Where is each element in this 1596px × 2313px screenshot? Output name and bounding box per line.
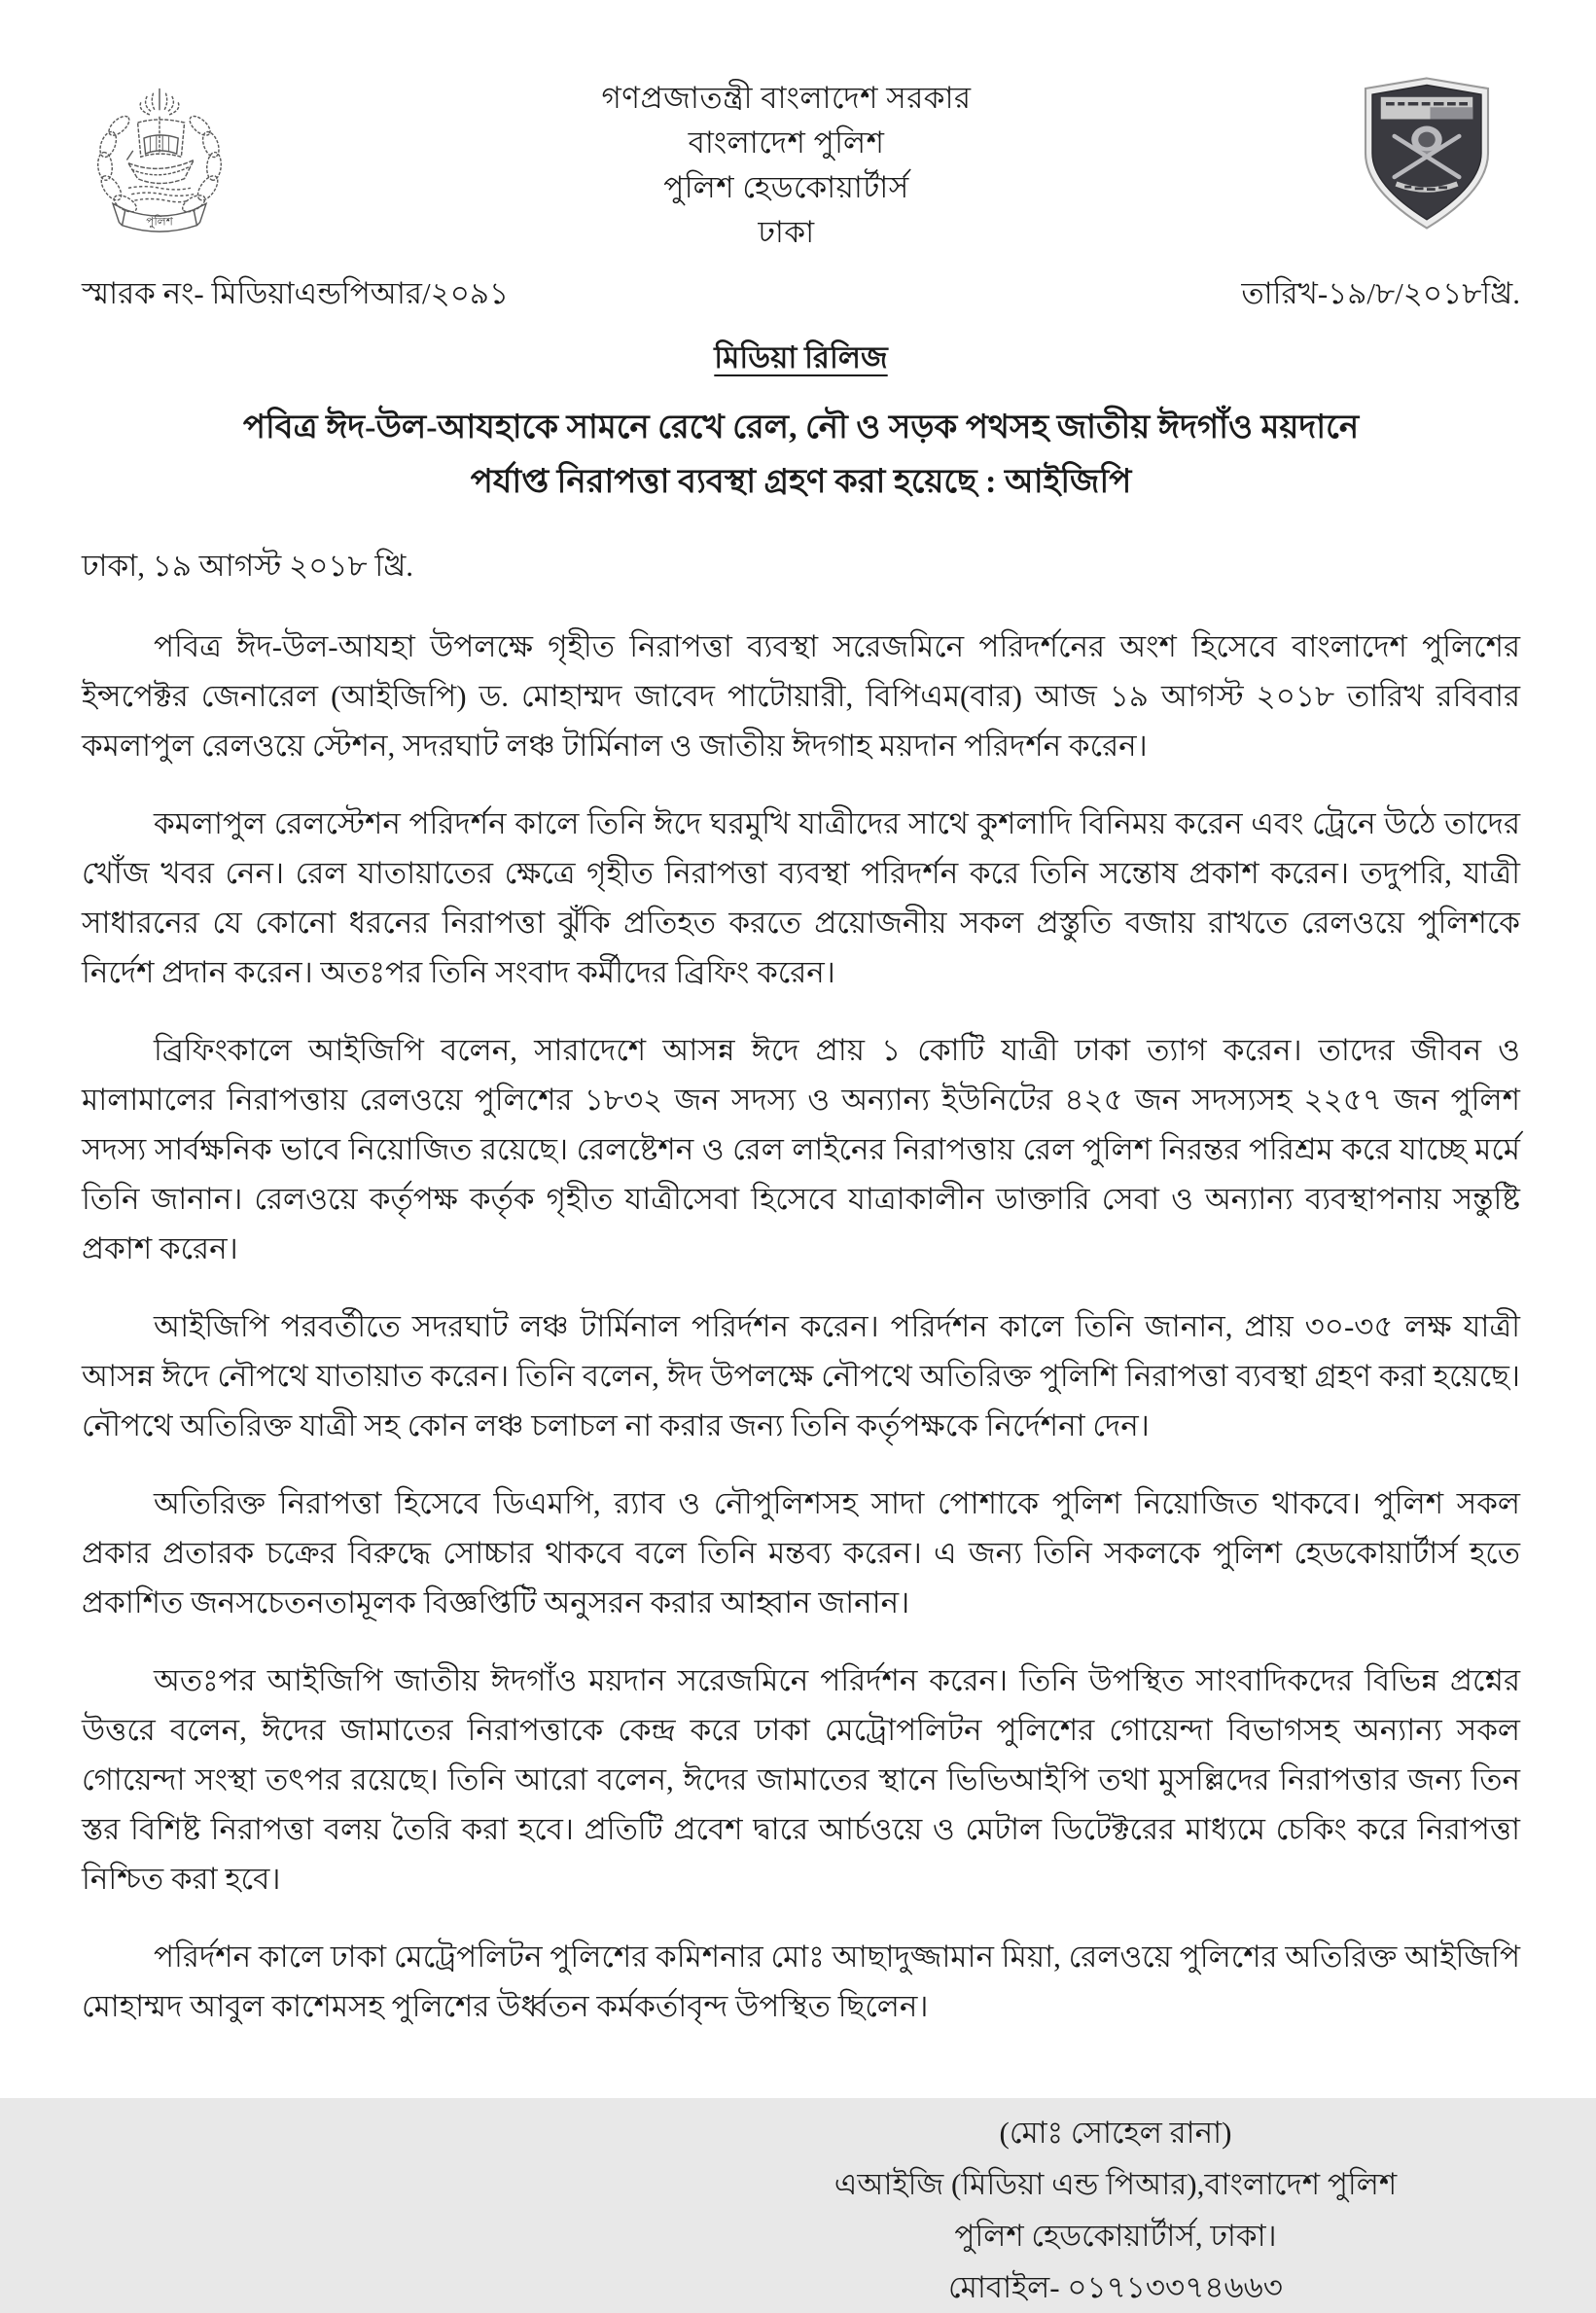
headline-line-2: পর্যাপ্ত নিরাপত্তা ব্যবস্থা গ্রহণ করা হয়েছে : আইজিপি: [470, 464, 1132, 500]
signature-mobile: মোবাইল- ০১৭১৩৩৭৪৬৬৩: [948, 2270, 1283, 2304]
header-titles: [257, 62, 1316, 255]
body-text: [82, 622, 1520, 2031]
paragraph-5: অতিরিক্ত নিরাপত্তা হিসেবে ডিএমপি, র‍্যাব ও নৌপুলিশসহ সাদা পোশাকে পুলিশ নিয়োজিত থাকবে। পুলিশ সকল প্রকার প্রতারক চক্রের বিরুদ্ধে সোচ্চার থাকবে বলে তিনি মন্তব্য করেন। এ জন্য তিনি সকলকে পুলিশ হেডকোয়ার্টার্স হতে প্রকাশিত জনসচেতনতামূলক বিজ্ঞপ্তিটি অনুসরন করার আহ্বান জানান।: [82, 1486, 1520, 1619]
signature-block: [824, 2107, 1407, 2313]
headline: [82, 401, 1520, 510]
header-line-police: বাংলাদেশ পুলিশ: [688, 125, 885, 160]
memo-date: তারিখ-১৯/৮/২০১৮খ্রি.: [1241, 276, 1520, 310]
header-line-headquarters: পুলিশ হেডকোয়ার্টার্স: [663, 170, 909, 204]
memo-number: স্মারক নং- মিডিয়াএন্ডপিআর/২০৯১: [82, 276, 510, 310]
paragraph-2: কমলাপুল রেলস্টেশন পরিদর্শন কালে তিনি ঈদে ঘরমুখি যাত্রীদের সাথে কুশলাদি বিনিময় করেন এবং ট্রেনে উঠে তাদের খোঁজ খবর নেন। রেল যাতায়াতের ক্ষেত্রে গৃহীত নিরাপত্তা ব্যবস্থা পরিদর্শন করে তিনি সন্তোষ প্রকাশ করেন। তদুপরি, যাত্রী সাধারনের যে কোনো ধরনের নিরাপত্তা ঝুঁকি প্রতিহত করতে প্রয়োজনীয় সকল প্রস্তুতি বজায় রাখতে রেলওয়ে পুলিশকে নির্দেশ প্রদান করেন। অতঃপর তিনি সংবাদ কর্মীদের ব্রিফিং করেন।: [82, 806, 1520, 989]
signature-name: (মোঃ সোহেল রানা): [999, 2116, 1232, 2150]
signature-designation: এআইজি (মিডিয়া এন্ড পিআর),বাংলাদেশ পুলিশ: [833, 2167, 1398, 2201]
memo-row: [82, 270, 1520, 321]
police-headquarters-crest-icon: [1339, 68, 1514, 238]
paragraph-1: পবিত্র ঈদ-উল-আযহা উপলক্ষে গৃহীত নিরাপত্তা ব্যবস্থা সরেজমিনে পরিদর্শনের অংশ হিসেবে বাংলাদেশ পুলিশের ইন্সপেক্টর জেনারেল (আইজিপি) ড. মোহাম্মদ জাবেদ পাটোয়ারী, বিপিএম(বার) আজ ১৯ আগস্ট ২০১৮ তারিখ রবিবার কমলাপুল রেলওয়ে স্টেশন, সদরঘাট লঞ্চ টার্মিনাল ও জাতীয় ঈদগাহ ময়দান পরিদর্শন করেন।: [82, 629, 1520, 763]
header-line-government: গণপ্রজাতন্ত্রী বাংলাদেশ সরকার: [601, 81, 972, 115]
dateline: ঢাকা, ১৯ আগস্ট ২০১৮ খ্রি.: [82, 549, 414, 583]
paragraph-3: ব্রিফিংকালে আইজিপি বলেন, সারাদেশে আসন্ন ঈদে প্রায় ১ কোটি যাত্রী ঢাকা ত্যাগ করেন। তাদের জীবন ও মালামালের নিরাপত্তায় রেলওয়ে পুলিশের ১৮৩২ জন সদস্য ও অন্যান্য ইউনিটের ৪২৫ জন সদস্যসহ ২২৫৭ জন পুলিশ সদস্য সার্বক্ষনিক ভাবে নিয়োজিত রয়েছে। রেলষ্টেশন ও রেল লাইনের নিরাপত্তায় রেল পুলিশ নিরন্তর পরিশ্রম করে যাচ্ছে মর্মে তিনি জানান। রেলওয়ে কর্তৃপক্ষ কর্তৃক গৃহীত যাত্রীসেবা হিসেবে যাত্রাকালীন ডাক্তারি সেবা ও অন্যান্য ব্যবস্থাপনায় সন্তুষ্টি প্রকাশ করেন।: [82, 1033, 1520, 1265]
paragraph-6: অতঃপর আইজিপি জাতীয় ঈদগাঁও ময়দান সরেজমিনে পরির্দশন করেন। তিনি উপস্থিত সাংবাদিকদের বিভিন্ন প্রশ্নের উত্তরে বলেন, ঈদের জামাতের নিরাপত্তাকে কেন্দ্র করে ঢাকা মেট্রোপলিটন পুলিশের গোয়েন্দা বিভাগসহ অন্যান্য সকল গোয়েন্দা সংস্থা তৎপর রয়েছে। তিনি আরো বলেন, ঈদের জামাতের স্থানে ভিভিআইপি তথা মুসল্লিদের নিরাপত্তার জন্য তিন স্তর বিশিষ্ট নিরাপত্তা বলয় তৈরি করা হবে। প্রতিটি প্রবেশ দ্বারে আর্চওয়ে ও মেটাল ডিটেক্টরের মাধ্যমে চেকিং করে নিরাপত্তা নিশ্চিত করা হবে।: [82, 1663, 1520, 1896]
media-release-title: মিডিয়া রিলিজ: [714, 340, 888, 374]
emblem-banner-text: পুলিশ: [146, 214, 173, 229]
paragraph-4: আইজিপি পরবর্তীতে সদরঘাট লঞ্চ টার্মিনাল পরির্দশন করেন। পরির্দশন কালে তিনি জানান, প্রায় ৩০-৩৫ লক্ষ যাত্রী আসন্ন ঈদে নৌপথে যাতায়াত করেন। তিনি বলেন, ঈদ উপলক্ষে নৌপথে অতিরিক্ত পুলিশি নিরাপত্তা ব্যবস্থা গ্রহণ করা হয়েছে। নৌপথে অতিরিক্ত যাত্রী সহ কোন লঞ্চ চলাচল না করার জন্য তিনি কর্তৃপক্ষকে নির্দেশনা দেন।: [82, 1309, 1520, 1442]
paragraph-7: পরির্দশন কালে ঢাকা মেট্রেপলিটন পুলিশের কমিশনার মোঃ আছাদুজ্জামান মিয়া, রেলওয়ে পুলিশের অতিরিক্ত আইজিপি মোহাম্মদ আবুল কাশেমসহ পুলিশের উর্ধ্বতন কর্মকর্তাবৃন্দ উপস্থিত ছিলেন।: [82, 1939, 1520, 2023]
headline-line-1: পবিত্র ঈদ-উল-আযহাকে সামনে রেখে রেল, নৌ ও সড়ক পথসহ জাতীয় ঈদগাঁও ময়দানে: [242, 409, 1360, 445]
document-header: [82, 62, 1520, 255]
signature-office: পুলিশ হেডকোয়ার্টার্স, ঢাকা।: [954, 2219, 1277, 2253]
header-line-city: ঢাকা: [758, 215, 815, 249]
bangladesh-police-emblem-icon: [82, 80, 237, 240]
